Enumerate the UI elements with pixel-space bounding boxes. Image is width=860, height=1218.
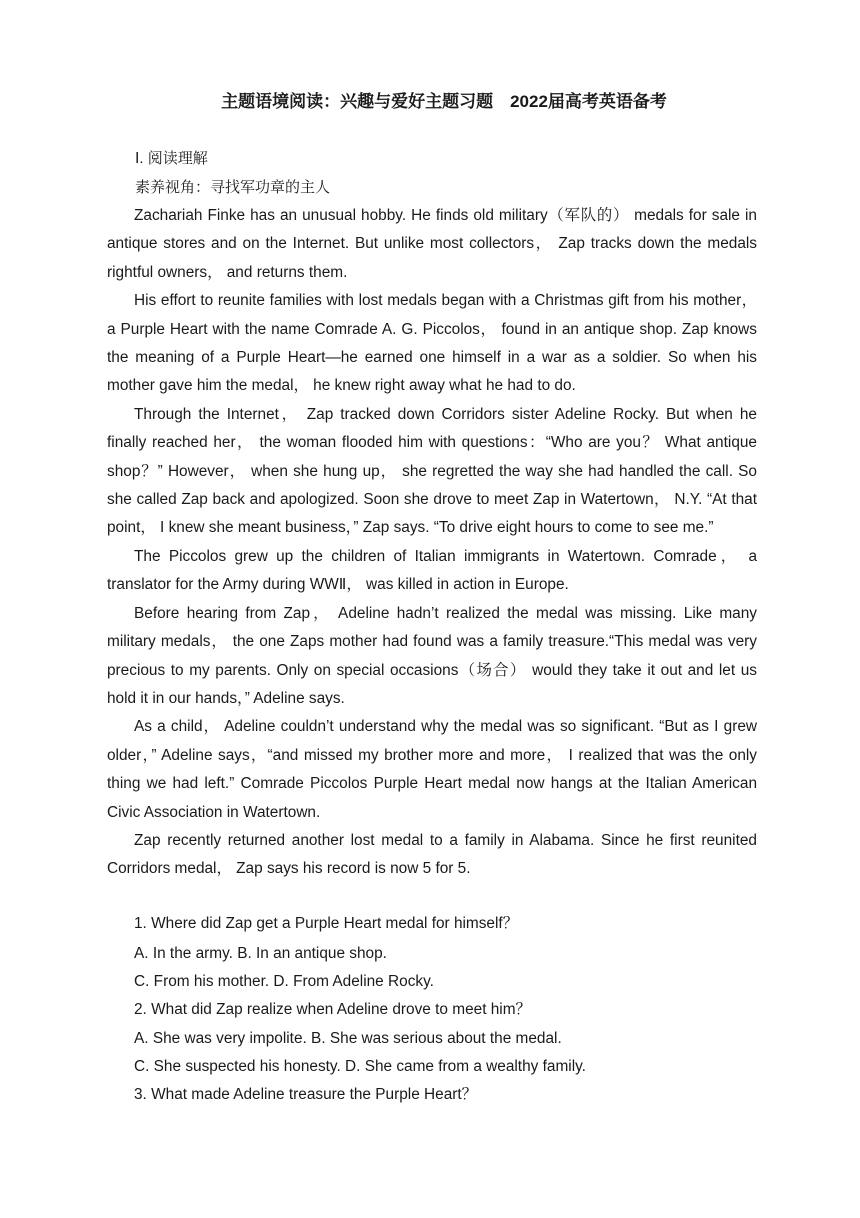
question-1-options-cd: C. From his mother. D. From Adeline Rocky.: [134, 973, 434, 990]
question-2-options-ab: A. She was very impolite. B. She was serious about the medal.: [134, 1030, 562, 1047]
passage-paragraph: Through the Internet， Zap tracked down Corridors sister Adeline Rocky. But when he finally reached her， the woman flooded him with questions：“Who are you？ What antique shop？” However， when she hung up， she regretted the way she had handled the call. So she called Zap back and apologized. Soon she drove to meet Zap in Watertown， N.Y. “At that point， I knew she meant business，” Zap says. “To drive eight hours to come to see me.”: [107, 405, 757, 537]
passage-paragraph: The Piccolos grew up the children of Italian immigrants in Watertown. Comrade， a translator for the Army during WWⅡ， was killed in action in Europe.: [107, 547, 757, 594]
section-subtitle: 素养视角：寻找军功章的主人: [135, 179, 331, 196]
reading-passage: [107, 202, 757, 884]
question-3: 3. What made Adeline treasure the Purple Heart？: [134, 1086, 478, 1103]
passage-paragraph: Zap recently returned another lost medal to a family in Alabama. Since he first reunited Corridors medal， Zap says his record is now 5 for 5.: [107, 831, 757, 878]
section-heading: Ⅰ. 阅读理解: [135, 150, 208, 167]
question-2-options-cd: C. She suspected his honesty. D. She came from a wealthy family.: [134, 1058, 586, 1075]
question-2: 2. What did Zap realize when Adeline drove to meet him？: [134, 1001, 531, 1018]
question-1: 1. Where did Zap get a Purple Heart medal for himself？: [134, 915, 519, 932]
page-title: 主题语境阅读：兴趣与爱好主题习题 2022届高考英语备考: [221, 92, 667, 111]
question-1-options-ab: A. In the army. B. In an antique shop.: [134, 945, 387, 962]
passage-paragraph: His effort to reunite families with lost medals began with a Christmas gift from his mother， a Purple Heart with the name Comrade A. G. Piccolos， found in an antique shop. Zap knows the meaning of a Purple Heart—he earned one himself in a war as a soldier. So when his mother gave him the medal， he knew right away what he had to do.: [107, 292, 757, 395]
passage-paragraph: As a child， Adeline couldn’t understand why the medal was so significant. “But as I grew older，” Adeline says，“and missed my brother more and more， I realized that was the only thing we had left.” Comrade Piccolos Purple Heart medal now hangs at the Italian American Civic Association in Watertown.: [107, 718, 757, 821]
passage-paragraph: Before hearing from Zap， Adeline hadn’t realized the medal was missing. Like many military medals， the one Zaps mother had found was a family treasure.“This medal was very precious to my parents. Only on special occasions（场合） would they take it out and let us hold it in our hands，” Adeline says.: [107, 604, 757, 707]
passage-paragraph: Zachariah Finke has an unusual hobby. He finds old military（军队的） medals for sale in antique stores and on the Internet. But unlike most collectors， Zap tracks down the medals rightful owners， and returns them.: [107, 207, 757, 281]
